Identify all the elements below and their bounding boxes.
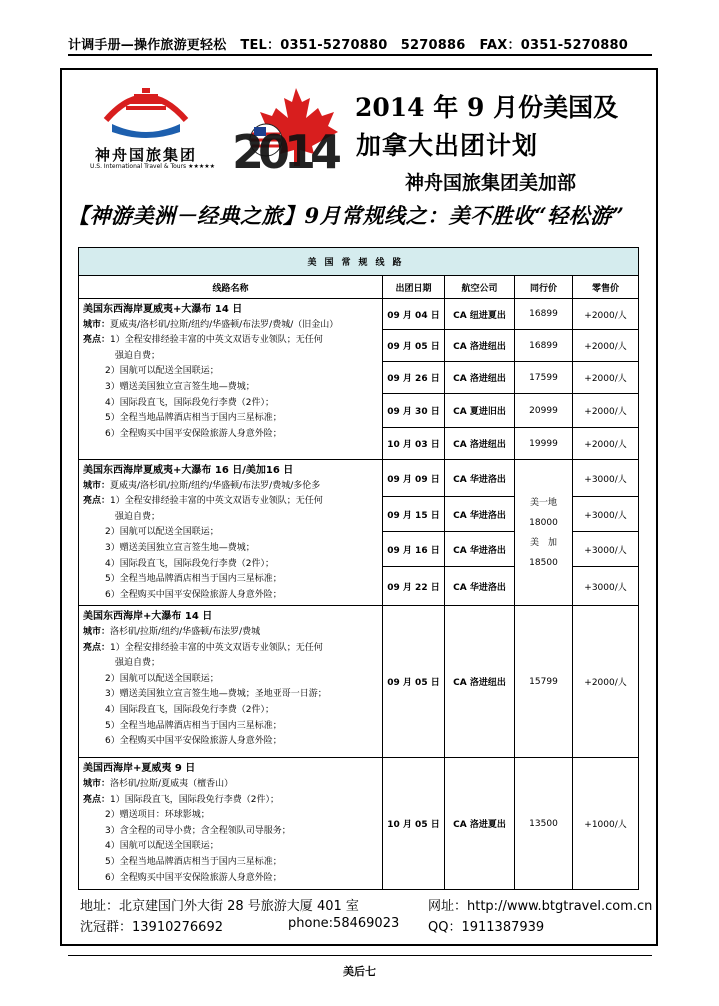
highlight-item: 6）全程购买中国平安保险旅游人身意外险； bbox=[105, 872, 282, 883]
table-row bbox=[79, 460, 639, 497]
peer-price-label: 美 加 bbox=[529, 537, 557, 548]
departure-date: 09 月 30 日 bbox=[383, 394, 445, 428]
airline-routing: CA 华进洛出 bbox=[445, 497, 515, 532]
highlights-label: 亮点： bbox=[83, 794, 111, 805]
airline-routing: CA 华进洛出 bbox=[445, 532, 515, 567]
departure-date: 09 月 22 日 bbox=[383, 567, 445, 606]
table-row bbox=[79, 606, 639, 758]
highlights-label: 亮点： bbox=[83, 496, 111, 507]
airline-routing: CA 夏进旧出 bbox=[445, 394, 515, 428]
airline-routing: CA 纽进夏出 bbox=[445, 299, 515, 330]
retail-price: +3000/人 bbox=[573, 532, 639, 567]
peer-price-label: 美一地 bbox=[529, 497, 557, 508]
airline-routing: CA 洛进纽出 bbox=[445, 606, 515, 758]
footer-address: 地址：北京建国门外大街 28 号旅游大厦 401 室 bbox=[80, 899, 359, 914]
footer-phone: phone:58469023 bbox=[288, 916, 400, 931]
header-slogan: 计调手册—操作旅游更轻松 bbox=[68, 38, 227, 53]
section-header-row bbox=[79, 248, 639, 276]
column-header-row bbox=[79, 276, 639, 299]
peer-price: 16899 bbox=[515, 299, 573, 330]
retail-price: +2000/人 bbox=[573, 330, 639, 362]
departure-date: 09 月 26 日 bbox=[383, 362, 445, 394]
cities-label: 城市： bbox=[83, 778, 111, 789]
maple-leaf-flag-icon bbox=[226, 84, 346, 176]
main-title-line1: 2014 年 9 月份美国及 bbox=[355, 93, 619, 122]
page-number: 美后七 bbox=[343, 965, 376, 978]
highlight-item: 强迫自费； bbox=[115, 511, 161, 522]
departure-date: 09 月 16 日 bbox=[383, 532, 445, 567]
col-route: 线路名称 bbox=[79, 276, 383, 299]
departure-date: 09 月 15 日 bbox=[383, 497, 445, 532]
departure-date: 09 月 05 日 bbox=[383, 606, 445, 758]
retail-price: +3000/人 bbox=[573, 460, 639, 497]
highlight-item: 1）全程安排经验丰富的中英文双语专业领队；无任何 bbox=[110, 335, 323, 346]
cities-label: 城市： bbox=[83, 480, 111, 491]
highlights-label: 亮点： bbox=[83, 335, 111, 346]
departure-date: 09 月 09 日 bbox=[383, 460, 445, 497]
section-title: 美国常规线路 bbox=[79, 248, 639, 276]
highlight-item: 2）赠送项目：环球影城； bbox=[105, 810, 210, 821]
highlight-item: 5）全程当地品牌酒店相当于国内三星标准； bbox=[105, 720, 282, 731]
highlight-item: 强迫自费； bbox=[115, 658, 161, 669]
retail-price: +2000/人 bbox=[573, 394, 639, 428]
airline-routing: CA 华进洛出 bbox=[445, 567, 515, 606]
highlight-item: 3）赠送美国独立宣言签生地—费城；圣地亚哥一日游； bbox=[105, 689, 327, 700]
route-description bbox=[79, 758, 383, 890]
highlight-item: 2）国航可以配送全国联运； bbox=[105, 527, 219, 538]
peer-price: 18000 bbox=[529, 517, 558, 528]
top-header-bar bbox=[68, 34, 652, 54]
airline-routing: CA 洛进夏出 bbox=[445, 758, 515, 890]
col-date: 出团日期 bbox=[383, 276, 445, 299]
departure-date: 10 月 05 日 bbox=[383, 758, 445, 890]
retail-price: +3000/人 bbox=[573, 567, 639, 606]
highlight-item: 6）全程购买中国平安保险旅游人身意外险； bbox=[105, 736, 282, 747]
route-description bbox=[79, 460, 383, 606]
main-title-line2: 加拿大出团计划 bbox=[356, 131, 539, 160]
airline-routing: CA 华进洛出 bbox=[445, 460, 515, 497]
highlight-item: 5）全程当地品牌酒店相当于国内三星标准； bbox=[105, 413, 282, 424]
route-title: 美国东西海岸+大瀑布 14 日 bbox=[83, 611, 213, 623]
route-cities: 洛杉矶/拉斯/纽约/华盛顿/布法罗/费城 bbox=[110, 626, 261, 637]
footer-divider bbox=[68, 955, 652, 956]
highlight-item: 5）全程当地品牌酒店相当于国内三星标准； bbox=[105, 856, 282, 867]
highlight-item: 4）国际段直飞，国际段免行李费（2件）； bbox=[105, 704, 274, 715]
highlight-item: 5）全程当地品牌酒店相当于国内三星标准； bbox=[105, 574, 282, 585]
col-airline: 航空公司 bbox=[445, 276, 515, 299]
highlight-item: 3）赠送美国独立宣言签生地—费城； bbox=[105, 542, 255, 553]
company-logo bbox=[90, 80, 215, 176]
route-cities: 洛杉矶/拉斯/夏威夷（檀香山） bbox=[110, 778, 234, 789]
footer-website: 网址：http://www.btgtravel.com.cn bbox=[428, 899, 653, 914]
route-cities: 夏威夷/洛杉矶/拉斯/纽约/华盛顿/布法罗/费城/（旧金山） bbox=[110, 319, 339, 330]
col-peer-price: 同行价 bbox=[515, 276, 573, 299]
highlight-item: 4）国航可以配送全国联运； bbox=[105, 841, 219, 852]
cities-label: 城市： bbox=[83, 319, 111, 330]
highlight-item: 3）含全程的司导小费；含全程领队司导服务； bbox=[105, 825, 291, 836]
departure-date: 09 月 05 日 bbox=[383, 330, 445, 362]
route-title: 美国东西海岸夏威夷+大瀑布 14 日 bbox=[83, 304, 243, 315]
highlight-item: 6）全程购买中国平安保险旅游人身意外险； bbox=[105, 589, 282, 600]
footer-contact: 沈冠群：13910276692 bbox=[80, 920, 223, 935]
highlight-item: 2）国航可以配送全国联运； bbox=[105, 366, 219, 377]
col-retail-price: 零售价 bbox=[573, 276, 639, 299]
highlight-item: 强迫自费； bbox=[115, 350, 161, 361]
logo-name-en: U.S. International Travel & Tours ★★★★★ bbox=[90, 163, 215, 170]
route-title: 美国东西海岸夏威夷+大瀑布 16 日/美加16 日 bbox=[83, 465, 294, 476]
retail-price: +2000/人 bbox=[573, 606, 639, 758]
table-row bbox=[79, 299, 639, 330]
route-title: 美国西海岸+夏威夷 9 日 bbox=[83, 763, 196, 775]
route-description bbox=[79, 299, 383, 460]
airline-routing: CA 洛进纽出 bbox=[445, 428, 515, 460]
peer-price: 15799 bbox=[515, 606, 573, 758]
logo-badge: BTG bbox=[133, 117, 159, 130]
retail-price: +1000/人 bbox=[573, 758, 639, 890]
route-cities: 夏威夷/洛杉矶/拉斯/纽约/华盛顿/布法罗/费城/多伦多 bbox=[110, 480, 321, 491]
retail-price: +2000/人 bbox=[573, 362, 639, 394]
highlight-item: 6）全程购买中国平安保险旅游人身意外险； bbox=[105, 428, 282, 439]
highlight-item: 3）赠送美国独立宣言签生地—费城； bbox=[105, 381, 255, 392]
peer-price: 19999 bbox=[515, 428, 573, 460]
highlight-item: 1）国际段直飞，国际段免行李费（2件）； bbox=[110, 794, 279, 805]
tour-schedule-table bbox=[78, 247, 639, 890]
header-fax: FAX：0351-5270880 bbox=[479, 38, 629, 53]
retail-price: +2000/人 bbox=[573, 299, 639, 330]
cities-label: 城市： bbox=[83, 626, 111, 637]
slogan-banner: 【神游美洲－经典之旅】9月常规线之：美不胜收“轻松游” bbox=[68, 203, 625, 228]
peer-price: 13500 bbox=[515, 758, 573, 890]
header-tel: TEL：0351-5270880 5270886 bbox=[240, 38, 466, 53]
peer-price: 17599 bbox=[515, 362, 573, 394]
retail-price: +2000/人 bbox=[573, 428, 639, 460]
peer-price: 16899 bbox=[515, 330, 573, 362]
department-name: 神舟国旅集团美加部 bbox=[405, 172, 577, 194]
header-divider bbox=[68, 54, 652, 56]
table-row bbox=[79, 758, 639, 890]
route-description bbox=[79, 606, 383, 758]
airline-routing: CA 洛进纽出 bbox=[445, 330, 515, 362]
retail-price: +3000/人 bbox=[573, 497, 639, 532]
highlights-label: 亮点： bbox=[83, 642, 111, 653]
highlight-item: 2）国航可以配送全国联运； bbox=[105, 673, 219, 684]
temple-logo-icon bbox=[98, 80, 194, 144]
airline-routing: CA 洛进纽出 bbox=[445, 362, 515, 394]
footer-qq: QQ：1911387939 bbox=[428, 920, 545, 935]
year-digits: 2014 bbox=[231, 125, 337, 176]
departure-date: 10 月 03 日 bbox=[383, 428, 445, 460]
peer-price: 18500 bbox=[529, 557, 558, 568]
highlight-item: 4）国际段直飞，国际段免行李费（2件）； bbox=[105, 558, 274, 569]
highlight-item: 1）全程安排经验丰富的中英文双语专业领队；无任何 bbox=[110, 496, 323, 507]
highlight-item: 1）全程安排经验丰富的中英文双语专业领队；无任何 bbox=[110, 642, 323, 653]
highlight-item: 4）国际段直飞，国际段免行李费（2件）； bbox=[105, 397, 274, 408]
logo-name-cn: 神舟国旅集团 bbox=[94, 146, 197, 164]
departure-date: 09 月 04 日 bbox=[383, 299, 445, 330]
peer-price-merged bbox=[515, 460, 573, 606]
year-2014-graphic bbox=[226, 84, 346, 176]
peer-price: 20999 bbox=[515, 394, 573, 428]
